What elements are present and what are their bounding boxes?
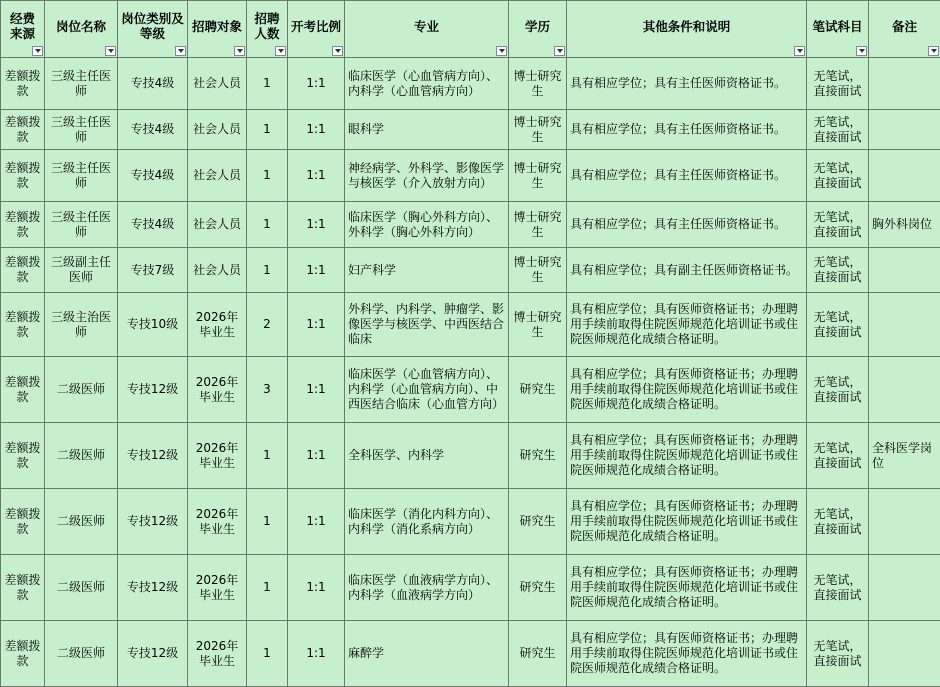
cell-position-level[interactable]: 专技12级 (118, 357, 188, 423)
cell-education[interactable]: 博士研究生 (509, 202, 567, 248)
cell-funding-source[interactable]: 差额拨款 (1, 58, 45, 110)
cell-position-name[interactable]: 三级副主任医师 (45, 248, 118, 293)
cell-conditions[interactable]: 具有相应学位；具有医师资格证书；办理聘用手续前取得住院医师规范化培训证书或住院医师规范化成绩合格证明。 (567, 423, 807, 489)
cell-remarks[interactable] (869, 110, 940, 150)
cell-major[interactable]: 神经病学、外科学、影像医学与核医学（介入放射方向） (345, 150, 509, 202)
cell-position-level[interactable]: 专技12级 (118, 489, 188, 555)
filter-dropdown-icon[interactable] (275, 46, 286, 56)
header-target: 招聘对象 (188, 1, 247, 58)
cell-ratio[interactable]: 1:1 (288, 150, 345, 202)
cell-major[interactable]: 妇产科学 (345, 248, 509, 293)
cell-position-level[interactable]: 专技4级 (118, 110, 188, 150)
header-conditions: 其他条件和说明 (567, 1, 807, 58)
cell-exam-subject[interactable]: 无笔试，直接面试 (807, 423, 869, 489)
header-remarks: 备注 (869, 1, 940, 58)
cell-target[interactable]: 社会人员 (188, 58, 247, 110)
cell-ratio[interactable]: 1:1 (288, 357, 345, 423)
table-row (1, 58, 940, 110)
cell-exam-subject[interactable]: 无笔试，直接面试 (807, 58, 869, 110)
header-position-name: 岗位名称 (45, 1, 118, 58)
cell-target[interactable]: 2026年毕业生 (188, 489, 247, 555)
cell-remarks[interactable] (869, 489, 940, 555)
cell-education[interactable]: 研究生 (509, 423, 567, 489)
cell-count[interactable]: 3 (247, 357, 288, 423)
cell-major[interactable]: 临床医学（心血管病方向）、内科学（心血管病方向）、中西医结合临床（心血管方向） (345, 357, 509, 423)
cell-conditions[interactable]: 具有相应学位；具有医师资格证书；办理聘用手续前取得住院医师规范化培训证书或住院医师规范化成绩合格证明。 (567, 357, 807, 423)
header-funding-source: 经费来源 (1, 1, 45, 58)
cell-position-level[interactable]: 专技7级 (118, 248, 188, 293)
cell-target[interactable]: 2026年毕业生 (188, 621, 247, 687)
cell-position-level[interactable]: 专技4级 (118, 202, 188, 248)
cell-position-name[interactable]: 三级主任医师 (45, 202, 118, 248)
cell-count[interactable]: 1 (247, 248, 288, 293)
table-row (1, 293, 940, 357)
cell-position-name[interactable]: 三级主任医师 (45, 58, 118, 110)
cell-remarks[interactable] (869, 58, 940, 110)
table-row (1, 423, 940, 489)
cell-position-name[interactable]: 二级医师 (45, 555, 118, 621)
cell-position-name[interactable]: 三级主任医师 (45, 150, 118, 202)
cell-remarks[interactable] (869, 150, 940, 202)
filter-dropdown-icon[interactable] (234, 46, 245, 56)
cell-count[interactable]: 1 (247, 489, 288, 555)
cell-exam-subject[interactable]: 无笔试，直接面试 (807, 248, 869, 293)
cell-conditions[interactable]: 具有相应学位；具有医师资格证书；办理聘用手续前取得住院医师规范化培训证书或住院医师规范化成绩合格证明。 (567, 293, 807, 357)
cell-education[interactable]: 研究生 (509, 489, 567, 555)
cell-major[interactable]: 眼科学 (345, 110, 509, 150)
cell-funding-source[interactable]: 差额拨款 (1, 202, 45, 248)
cell-target[interactable]: 社会人员 (188, 248, 247, 293)
cell-conditions[interactable]: 具有相应学位；具有医师资格证书；办理聘用手续前取得住院医师规范化培训证书或住院医师规范化成绩合格证明。 (567, 555, 807, 621)
cell-funding-source[interactable]: 差额拨款 (1, 110, 45, 150)
cell-position-level[interactable]: 专技12级 (118, 423, 188, 489)
cell-position-name[interactable]: 二级医师 (45, 357, 118, 423)
cell-exam-subject[interactable]: 无笔试，直接面试 (807, 357, 869, 423)
cell-conditions[interactable]: 具有相应学位；具有副主任医师资格证书。 (567, 248, 807, 293)
cell-ratio[interactable]: 1:1 (288, 58, 345, 110)
cell-remarks[interactable] (869, 293, 940, 357)
filter-dropdown-icon[interactable] (856, 46, 867, 56)
cell-education[interactable]: 研究生 (509, 621, 567, 687)
cell-ratio[interactable]: 1:1 (288, 248, 345, 293)
cell-count[interactable]: 1 (247, 110, 288, 150)
cell-remarks[interactable] (869, 621, 940, 687)
table-row (1, 555, 940, 621)
cell-education[interactable]: 博士研究生 (509, 58, 567, 110)
table-row (1, 110, 940, 150)
cell-funding-source[interactable]: 差额拨款 (1, 489, 45, 555)
cell-ratio[interactable]: 1:1 (288, 293, 345, 357)
cell-remarks[interactable] (869, 248, 940, 293)
table-row (1, 248, 940, 293)
filter-dropdown-icon[interactable] (794, 46, 805, 56)
cell-funding-source[interactable]: 差额拨款 (1, 357, 45, 423)
cell-exam-subject[interactable]: 无笔试，直接面试 (807, 202, 869, 248)
cell-exam-subject[interactable]: 无笔试，直接面试 (807, 293, 869, 357)
cell-conditions[interactable]: 具有相应学位；具有主任医师资格证书。 (567, 202, 807, 248)
table-row (1, 489, 940, 555)
cell-education[interactable]: 研究生 (509, 357, 567, 423)
cell-remarks[interactable]: 胸外科岗位 (869, 202, 940, 248)
header-exam-subject: 笔试科目 (807, 1, 869, 58)
cell-major[interactable]: 外科学、内科学、肿瘤学、影像医学与核医学、中西医结合临床 (345, 293, 509, 357)
cell-education[interactable]: 博士研究生 (509, 293, 567, 357)
cell-position-level[interactable]: 专技12级 (118, 621, 188, 687)
cell-remarks[interactable] (869, 555, 940, 621)
cell-funding-source[interactable]: 差额拨款 (1, 293, 45, 357)
cell-conditions[interactable]: 具有相应学位；具有主任医师资格证书。 (567, 150, 807, 202)
cell-ratio[interactable]: 1:1 (288, 555, 345, 621)
cell-conditions[interactable]: 具有相应学位；具有主任医师资格证书。 (567, 110, 807, 150)
cell-target[interactable]: 社会人员 (188, 202, 247, 248)
cell-count[interactable]: 1 (247, 202, 288, 248)
cell-count[interactable]: 2 (247, 293, 288, 357)
cell-position-name[interactable]: 二级医师 (45, 423, 118, 489)
cell-ratio[interactable]: 1:1 (288, 110, 345, 150)
cell-exam-subject[interactable]: 无笔试，直接面试 (807, 621, 869, 687)
cell-count[interactable]: 1 (247, 58, 288, 110)
filter-dropdown-icon[interactable] (105, 46, 116, 56)
cell-position-level[interactable]: 专技4级 (118, 58, 188, 110)
cell-target[interactable]: 2026年毕业生 (188, 293, 247, 357)
filter-dropdown-icon[interactable] (928, 46, 939, 56)
header-education: 学历 (509, 1, 567, 58)
cell-exam-subject[interactable]: 无笔试，直接面试 (807, 150, 869, 202)
header-row (1, 1, 940, 58)
cell-remarks[interactable]: 全科医学岗位 (869, 423, 940, 489)
table-row (1, 621, 940, 687)
cell-education[interactable]: 博士研究生 (509, 110, 567, 150)
cell-major[interactable]: 全科医学、内科学 (345, 423, 509, 489)
cell-major[interactable]: 临床医学（血液病学方向）、内科学（血液病学方向） (345, 555, 509, 621)
table-row (1, 357, 940, 423)
filter-dropdown-icon[interactable] (175, 46, 186, 56)
cell-major[interactable]: 临床医学（胸心外科方向）、外科学（胸心外科方向） (345, 202, 509, 248)
cell-target[interactable]: 社会人员 (188, 110, 247, 150)
header-count: 招聘人数 (247, 1, 288, 58)
cell-position-name[interactable]: 二级医师 (45, 621, 118, 687)
cell-conditions[interactable]: 具有相应学位；具有医师资格证书；办理聘用手续前取得住院医师规范化培训证书或住院医师规范化成绩合格证明。 (567, 621, 807, 687)
cell-position-level[interactable]: 专技4级 (118, 150, 188, 202)
cell-count[interactable]: 1 (247, 621, 288, 687)
cell-target[interactable]: 2026年毕业生 (188, 423, 247, 489)
filter-dropdown-icon[interactable] (32, 46, 43, 56)
cell-major[interactable]: 麻醉学 (345, 621, 509, 687)
cell-ratio[interactable]: 1:1 (288, 621, 345, 687)
cell-position-level[interactable]: 专技12级 (118, 555, 188, 621)
cell-exam-subject[interactable]: 无笔试，直接面试 (807, 555, 869, 621)
cell-education[interactable]: 研究生 (509, 555, 567, 621)
cell-funding-source[interactable]: 差额拨款 (1, 555, 45, 621)
cell-count[interactable]: 1 (247, 150, 288, 202)
cell-ratio[interactable]: 1:1 (288, 202, 345, 248)
cell-major[interactable]: 临床医学（心血管病方向）、内科学（心血管病方向） (345, 58, 509, 110)
cell-position-level[interactable]: 专技10级 (118, 293, 188, 357)
header-major: 专业 (345, 1, 509, 58)
cell-funding-source[interactable]: 差额拨款 (1, 248, 45, 293)
cell-conditions[interactable]: 具有相应学位；具有医师资格证书；办理聘用手续前取得住院医师规范化培训证书或住院医师规范化成绩合格证明。 (567, 489, 807, 555)
header-position-level: 岗位类别及等级 (118, 1, 188, 58)
cell-funding-source[interactable]: 差额拨款 (1, 150, 45, 202)
cell-count[interactable]: 1 (247, 423, 288, 489)
cell-remarks[interactable] (869, 357, 940, 423)
filter-dropdown-icon[interactable] (332, 46, 343, 56)
cell-position-name[interactable]: 二级医师 (45, 489, 118, 555)
filter-dropdown-icon[interactable] (496, 46, 507, 56)
cell-ratio[interactable]: 1:1 (288, 423, 345, 489)
cell-target[interactable]: 社会人员 (188, 150, 247, 202)
cell-exam-subject[interactable]: 无笔试，直接面试 (807, 489, 869, 555)
cell-conditions[interactable]: 具有相应学位；具有主任医师资格证书。 (567, 58, 807, 110)
cell-position-name[interactable]: 三级主治医师 (45, 293, 118, 357)
cell-exam-subject[interactable]: 无笔试，直接面试 (807, 110, 869, 150)
cell-count[interactable]: 1 (247, 555, 288, 621)
header-ratio: 开考比例 (288, 1, 345, 58)
cell-education[interactable]: 博士研究生 (509, 248, 567, 293)
table-row (1, 202, 940, 248)
cell-major[interactable]: 临床医学（消化内科方向）、内科学（消化系病方向） (345, 489, 509, 555)
cell-target[interactable]: 2026年毕业生 (188, 555, 247, 621)
filter-dropdown-icon[interactable] (554, 46, 565, 56)
cell-funding-source[interactable]: 差额拨款 (1, 423, 45, 489)
cell-target[interactable]: 2026年毕业生 (188, 357, 247, 423)
table-row (1, 150, 940, 202)
cell-ratio[interactable]: 1:1 (288, 489, 345, 555)
cell-funding-source[interactable]: 差额拨款 (1, 621, 45, 687)
cell-education[interactable]: 博士研究生 (509, 150, 567, 202)
cell-position-name[interactable]: 三级主任医师 (45, 110, 118, 150)
